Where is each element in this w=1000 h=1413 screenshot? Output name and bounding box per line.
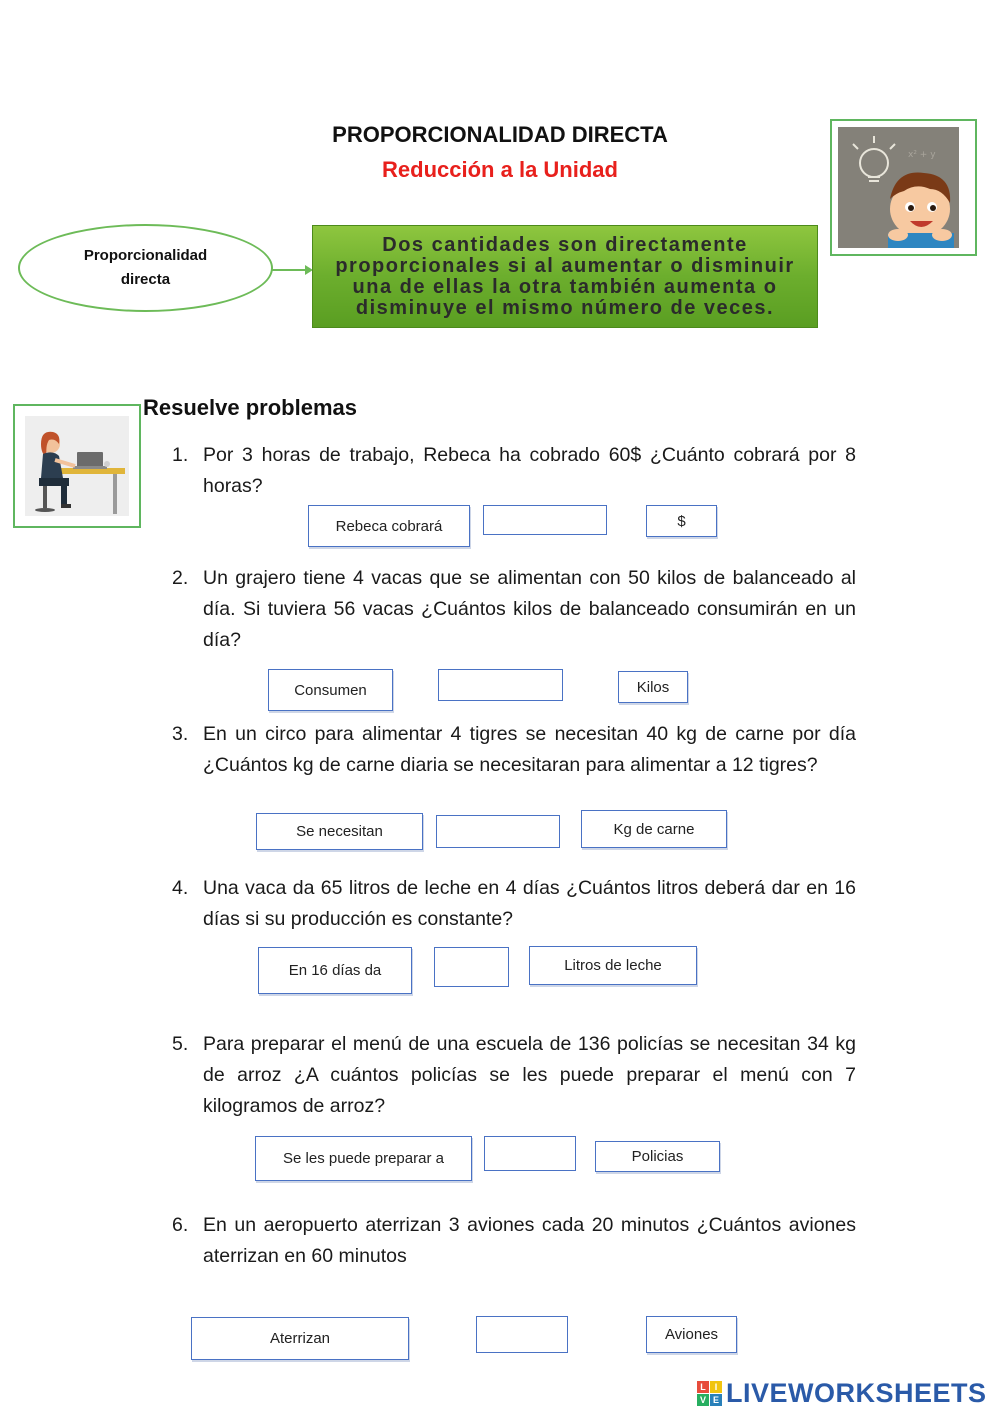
concept-ellipse (18, 224, 273, 312)
problem-6-label-after (646, 1316, 737, 1353)
thinking-kid-icon (838, 127, 959, 248)
problem-2-label-before (268, 669, 393, 711)
liveworksheets-mark-icon (697, 1381, 722, 1406)
box-label: En 16 días da (288, 962, 382, 979)
problem-number: 5. (172, 1033, 189, 1055)
problem-1-label-before (308, 505, 470, 547)
problem-2-answer-input[interactable] (438, 669, 563, 701)
problem-5-answer-input[interactable] (484, 1136, 576, 1171)
problem-number: 3. (172, 723, 189, 745)
problem-number: 2. (172, 567, 189, 589)
definition-text: Dos cantidades son directamente proporcionales si al aumentar o disminuir una de ellas la otra también aumenta o disminuye el mismo número de veces. (335, 233, 795, 319)
arrow-right-icon (272, 262, 314, 278)
problem-4 (172, 873, 856, 935)
liveworksheets-logo[interactable] (697, 1376, 987, 1410)
box-label: Consumen (294, 681, 367, 699)
problem-3-label-after (581, 810, 727, 848)
svg-text:x² + y: x² + y (908, 150, 936, 160)
problem-5-label-before (255, 1136, 472, 1181)
box-label: Kg de carne (613, 820, 695, 838)
worker-at-desk-icon (25, 416, 129, 516)
page-title: PROPORCIONALIDAD DIRECTA (332, 122, 668, 147)
section-heading: Resuelve problemas (143, 395, 357, 420)
problem-2 (172, 563, 856, 656)
logo-letter: E (710, 1394, 722, 1406)
problem-text: En un aeropuerto aterrizan 3 aviones cada 20 minutos ¿Cuántos aviones aterrizan en 60 minutos (203, 1214, 856, 1267)
problem-5 (172, 1029, 856, 1122)
problem-3-label-before (256, 813, 423, 850)
problem-text: En un circo para alimentar 4 tigres se necesitan 40 kg de carne por día ¿Cuántos kg de carne diaria se necesitaran para alimentar a 12 tigres? (203, 723, 856, 776)
problem-4-label-before (258, 947, 412, 994)
box-label: Se necesitan (296, 823, 383, 840)
definition-box (312, 225, 818, 328)
problem-text: Un grajero tiene 4 vacas que se alimentan con 50 kilos de balanceado al día. Si tuviera 56 vacas ¿Cuántos kilos de balanceado consumirán en un día? (203, 567, 856, 651)
box-label: Litros de leche (564, 957, 662, 974)
problem-text: Una vaca da 65 litros de leche en 4 días ¿Cuántos litros deberá dar en 16 días si su producción es constante? (203, 877, 856, 930)
worker-at-desk-image (13, 404, 141, 528)
box-label: Kilos (636, 678, 670, 696)
box-label: Aviones (664, 1326, 719, 1343)
problem-number: 4. (172, 877, 189, 899)
logo-letter: V (697, 1394, 709, 1406)
problem-5-label-after (595, 1141, 720, 1172)
problem-text: Por 3 horas de trabajo, Rebeca ha cobrado 60$ ¿Cuánto cobrará por 8 horas? (203, 444, 856, 497)
thinking-kid-image (830, 119, 977, 256)
concept-ellipse-label: Proporcionalidad directa (83, 247, 208, 288)
problem-text: Para preparar el menú de una escuela de 136 policías se necesitan 34 kg de arroz ¿A cuántos policías se les puede preparar el menú con 7 kilogramos de arroz? (203, 1033, 856, 1117)
problem-4-label-after (529, 946, 697, 985)
problem-number: 6. (172, 1214, 189, 1236)
problem-2-label-after (618, 671, 688, 703)
problem-1-answer-input[interactable] (483, 505, 607, 535)
box-label: Policias (631, 1148, 684, 1165)
logo-letter: I (710, 1381, 722, 1393)
page-subtitle: Reducción a la Unidad (382, 157, 618, 182)
box-label: Se les puede preparar a (283, 1150, 444, 1167)
problem-number: 1. (172, 444, 189, 466)
problem-1 (172, 440, 856, 502)
brand-name: LIVEWORKSHEETS (726, 1377, 987, 1408)
problem-6-answer-input[interactable] (476, 1316, 568, 1353)
problem-4-answer-input[interactable] (434, 947, 509, 987)
problem-6-label-before (191, 1317, 409, 1360)
logo-letter: L (697, 1381, 709, 1393)
box-label: $ (677, 512, 686, 530)
box-label: Rebeca cobrará (335, 517, 443, 535)
problem-3 (172, 719, 856, 781)
problem-6 (172, 1210, 856, 1272)
box-label: Aterrizan (269, 1330, 331, 1347)
problem-3-answer-input[interactable] (436, 815, 560, 848)
problem-1-label-after (646, 505, 717, 537)
